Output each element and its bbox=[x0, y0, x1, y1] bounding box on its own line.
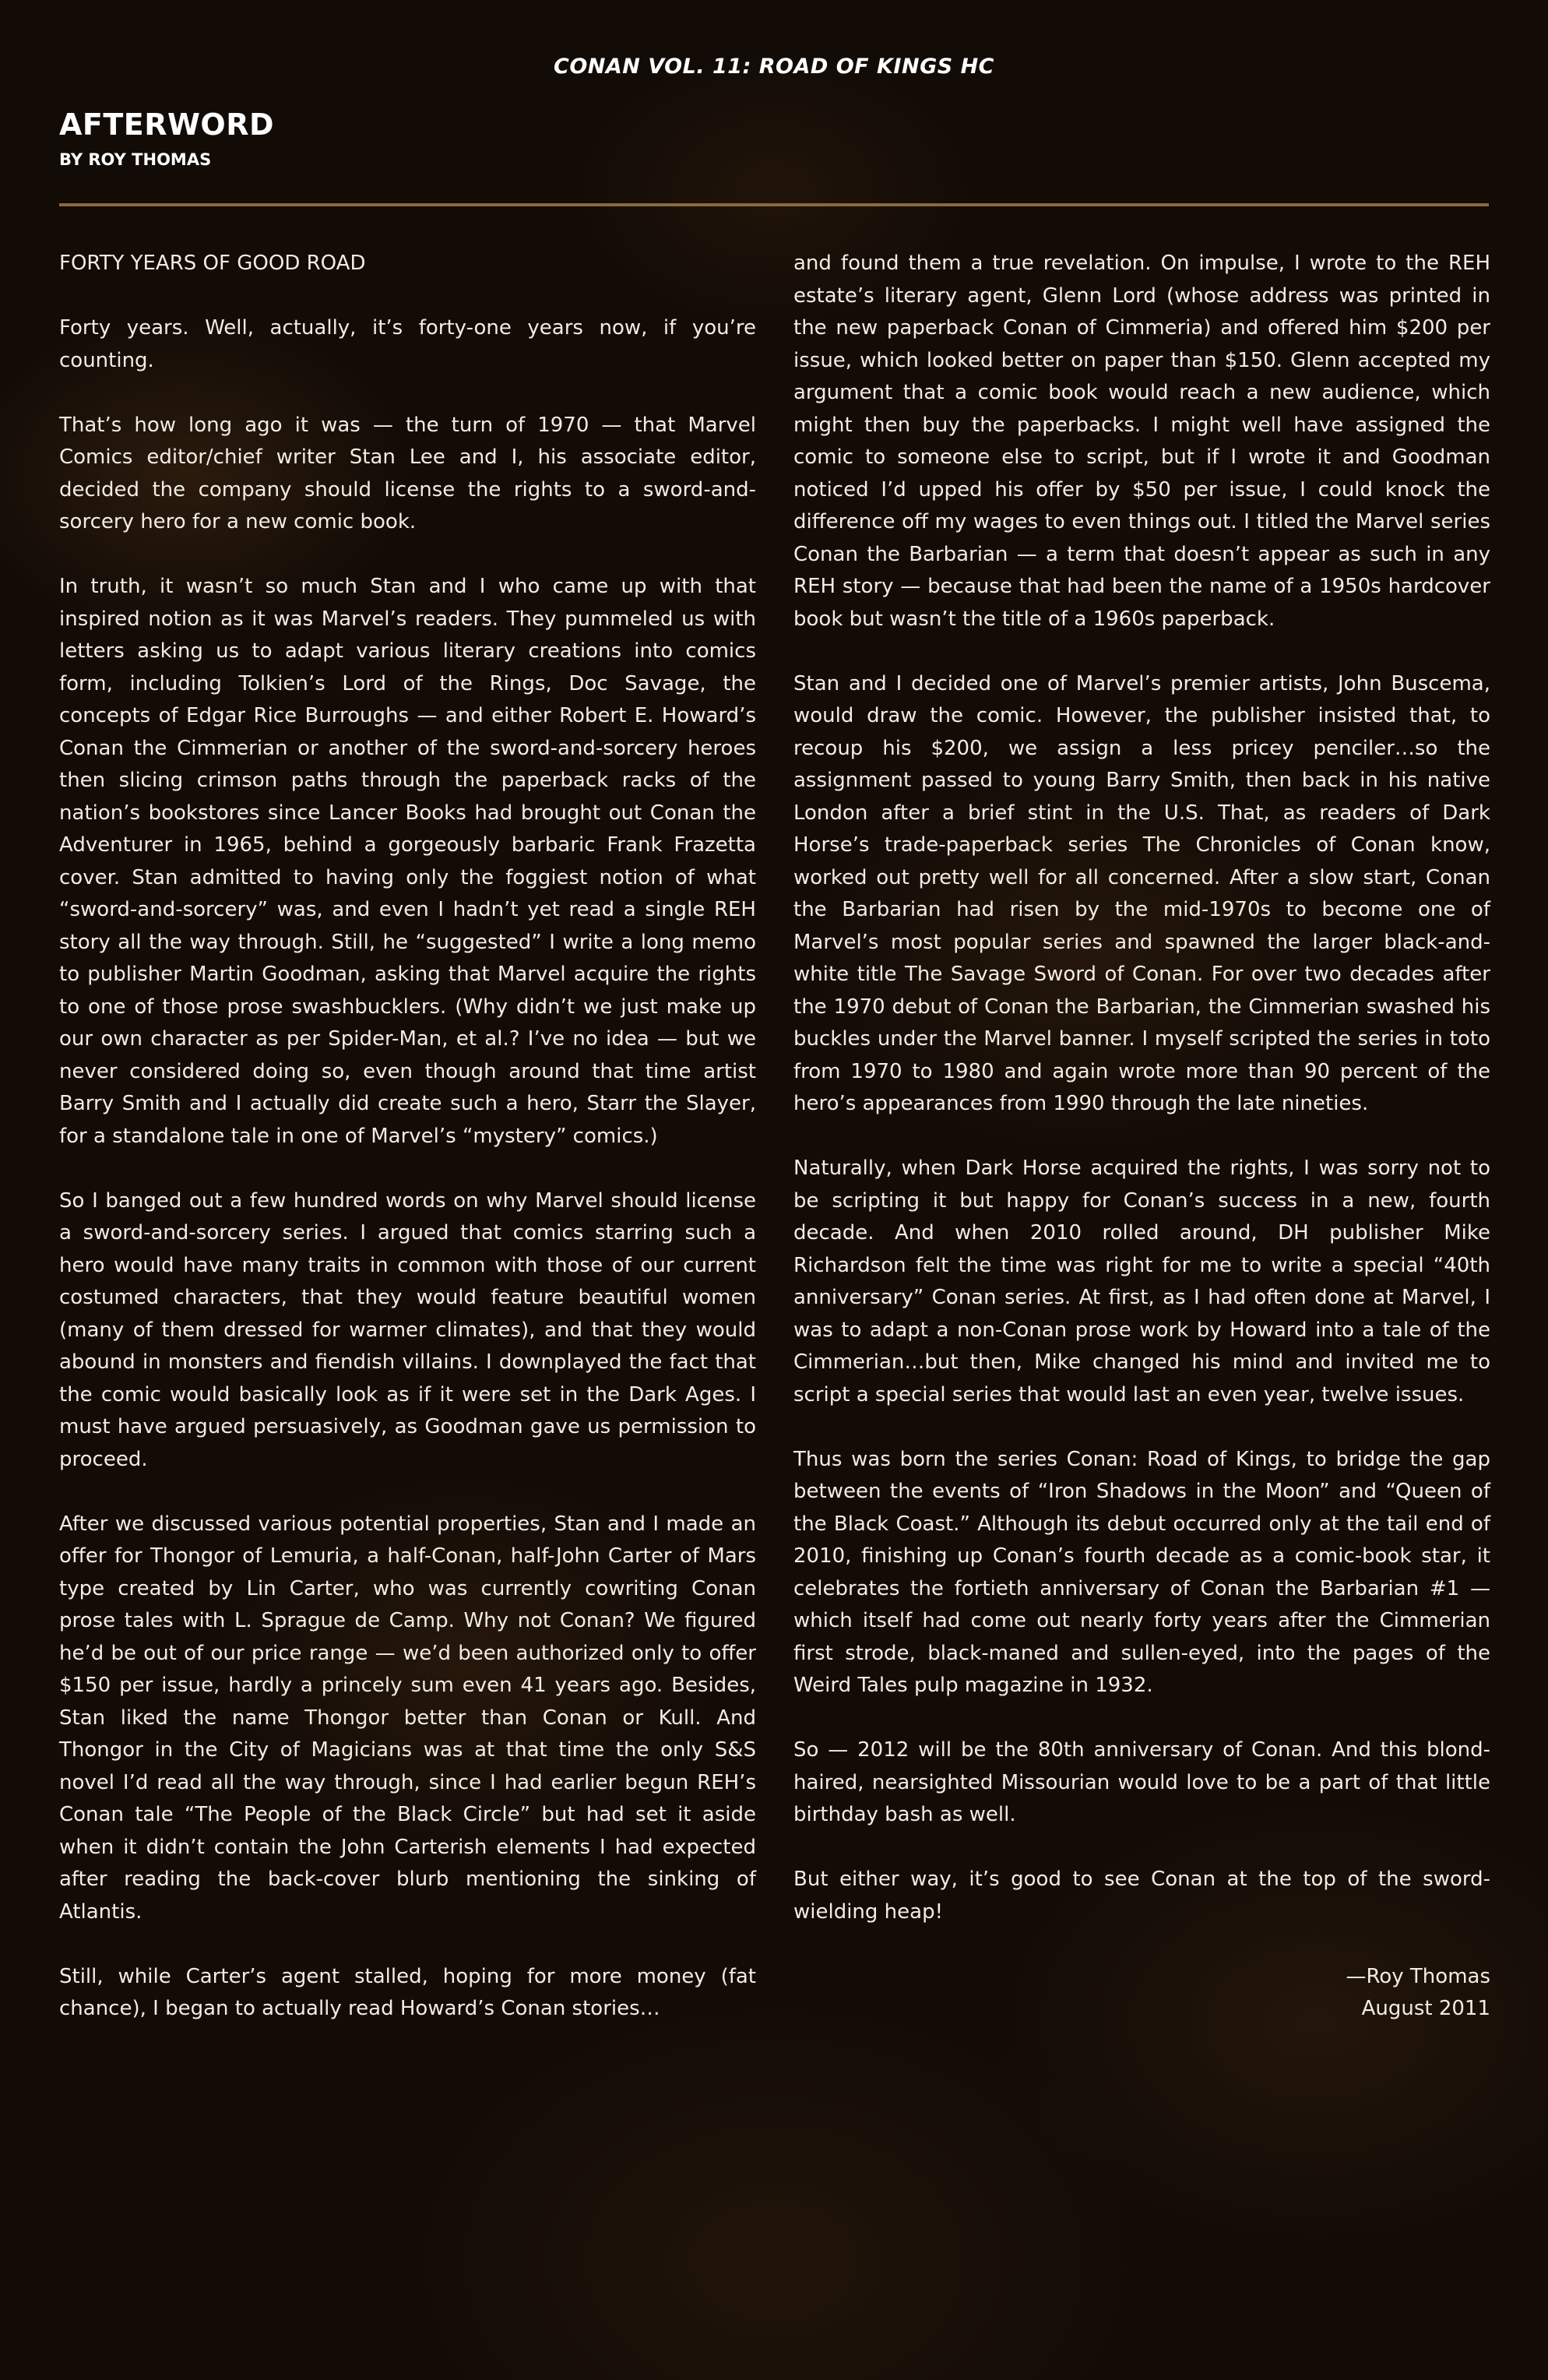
paragraph: Stan and I decided one of Marvel’s premier artists, John Buscema, would draw the comic. However, the publisher insisted that, to recoup his $200, we assign a less pricey penciler…so the assignment passed to young Barry Smith, then back in his native London after a brief stint in the U.S. That, as readers of Dark Horse’s trade-paperback series The Chronicles of Conan know, worked out pretty well for all concerned. After a slow start, Conan the Barbarian had risen by the mid-1970s to become one of Marvel’s most popular series and spawned the larger black-and-white title The Savage Sword of Conan. For over two decades after the 1970 debut of Conan the Barbarian, the Cimmerian swashed his buckles under the Marvel banner. I myself scripted the series in toto from 1970 to 1980 and again wrote more than 90 percent of the hero’s appearances from 1990 through the late nineties. bbox=[793, 671, 1490, 1115]
paragraph: After we discussed various potential properties, Stan and I made an offer for Thongor of Lemuria, a half-Conan, half-John Carter of Mars type created by Lin Carter, who was currently cowriting Conan prose tales with L. Sprague de Camp. Why not Conan? We figured he’d be out of our price range — we’d been authorized only to offer $150 per issue, hardly a princely sum even 41 years ago. Besides, Stan liked the name Thongor better than Conan or Kull. And Thongor in the City of Magicians was at that time the only S&S novel I’d read all the way through, since I had earlier begun REH’s Conan tale “The People of the Black Circle” but had set it aside when it didn’t contain the John Carterish elements I had expected after reading the back-cover blurb mentioning the sinking of Atlantis. bbox=[59, 1512, 756, 1924]
paragraph: Thus was born the series Conan: Road of Kings, to bridge the gap between the events of “Iron Shadows in the Moon” and “Queen of the Black Coast.” Although its debut occurred only at the tail end of 2010, finishing up Conan’s fourth decade as a comic-book star, it celebrates the fortieth anniversary of Conan the Barbarian #1 — which itself had come out nearly forty years after the Cimmerian first strode, black-maned and sullen-eyed, into the pages of the Weird Tales pulp magazine in 1932. bbox=[793, 1447, 1490, 1697]
paragraph: That’s how long ago it was — the turn of 1970 — that Marvel Comics editor/chief writer Stan Lee and I, his associate editor, decided the company should license the rights to a sword-and-sorcery hero for a new comic book. bbox=[59, 413, 756, 533]
paragraph: In truth, it wasn’t so much Stan and I who came up with that inspired notion as it was Marvel’s readers. They pummeled us with letters asking us to adapt various literary creations into comics form, including Tolkien’s Lord of the Rings, Doc Savage, the concepts of Edgar Rice Burroughs — and either Robert E. Howard’s Conan the Cimmerian or another of the sword-and-sorcery heroes then slicing crimson paths through the paperback racks of the nation’s bookstores since Lancer Books had brought out Conan the Adventurer in 1965, behind a gorgeously barbaric Frank Frazetta cover. Stan admitted to having only the foggiest notion of what “sword-and-sorcery” was, and even I hadn’t yet read a single REH story all the way through. Still, he “suggested” I write a long memo to publisher Martin Goodman, asking that Marvel acquire the rights to one of those prose swashbucklers. (Why didn’t we just make up our own character as per Spider-Man, et al.? I’ve no idea — but we never considered doing so, even though around that time artist Barry Smith and I actually did create such a hero, Starr the Slayer, for a standalone tale in one of Marvel’s “mystery” comics.) bbox=[59, 575, 756, 1148]
paragraph: So I banged out a few hundred words on why Marvel should license a sword-and-sorcery series. I argued that comics starring such a hero would have many traits in common with those of our current costumed characters, that they would feature beautiful women (many of them dressed for warmer climates), and that they would abound in monsters and fiendish villains. I downplayed the fact that the comic would basically look as if it were set in the Dark Ages. I must have argued persuasively, as Goodman gave us permission to proceed. bbox=[59, 1188, 756, 1471]
paragraph: Forty years. Well, actually, it’s forty-one years now, if you’re counting. bbox=[59, 316, 756, 372]
paragraph: and found them a true revelation. On impulse, I wrote to the REH estate’s literary agent, Glenn Lord (whose address was printed in the new paperback Conan of Cimmeria) and offered him $200 per issue, which looked better on paper than $150. Glenn accepted my argument that a comic book would reach a new audience, which might then buy the paperbacks. I might well have assigned the comic to someone else to script, but if I wrote it and Goodman noticed I’d upped his offer by $50 per issue, I could knock the difference off my wages to even things out. I titled the Marvel series Conan the Barbarian — a term that doesn’t appear as such in any REH story — because that had been the name of a 1950s hardcover book but wasn’t the title of a 1960s paperback. bbox=[793, 252, 1490, 631]
paragraph: But either way, it’s good to see Conan at the top of the sword-wielding heap! bbox=[793, 1868, 1490, 1924]
paragraph: Naturally, when Dark Horse acquired the rights, I was sorry not to be scripting it but happy for Conan’s success in a new, fourth decade. And when 2010 rolled around, DH publisher Mike Richardson felt the time was right for me to write a special “40th anniversary” Conan series. At first, as I had often done at Marvel, I was to adapt a non-Conan prose work by Howard into a tale of the Cimmerian…but then, Mike changed his mind and invited me to script a special series that would last an even year, twelve issues. bbox=[793, 1157, 1490, 1407]
signature-name: —Roy Thomas bbox=[1346, 1964, 1490, 1988]
signature-date: August 2011 bbox=[1361, 1997, 1490, 2020]
section-heading: FORTY YEARS OF GOOD ROAD bbox=[59, 252, 366, 275]
paragraph: Still, while Carter’s agent stalled, hoping for more money (fat chance), I began to actually read Howard’s Conan stories… bbox=[59, 1964, 756, 2020]
left-column bbox=[59, 248, 756, 2058]
divider bbox=[59, 203, 1489, 206]
book-title: CONAN VOL. 11: ROAD OF KINGS HC bbox=[554, 55, 994, 79]
signature-block bbox=[793, 1961, 1490, 2026]
byline: BY ROY THOMAS bbox=[59, 150, 212, 169]
right-column bbox=[793, 248, 1490, 2026]
paragraph: So — 2012 will be the 80th anniversary of Conan. And this blond-haired, nearsighted Missourian would love to be a part of that little birthday bash as well. bbox=[793, 1738, 1490, 1826]
page-heading: AFTERWORD bbox=[59, 107, 275, 142]
